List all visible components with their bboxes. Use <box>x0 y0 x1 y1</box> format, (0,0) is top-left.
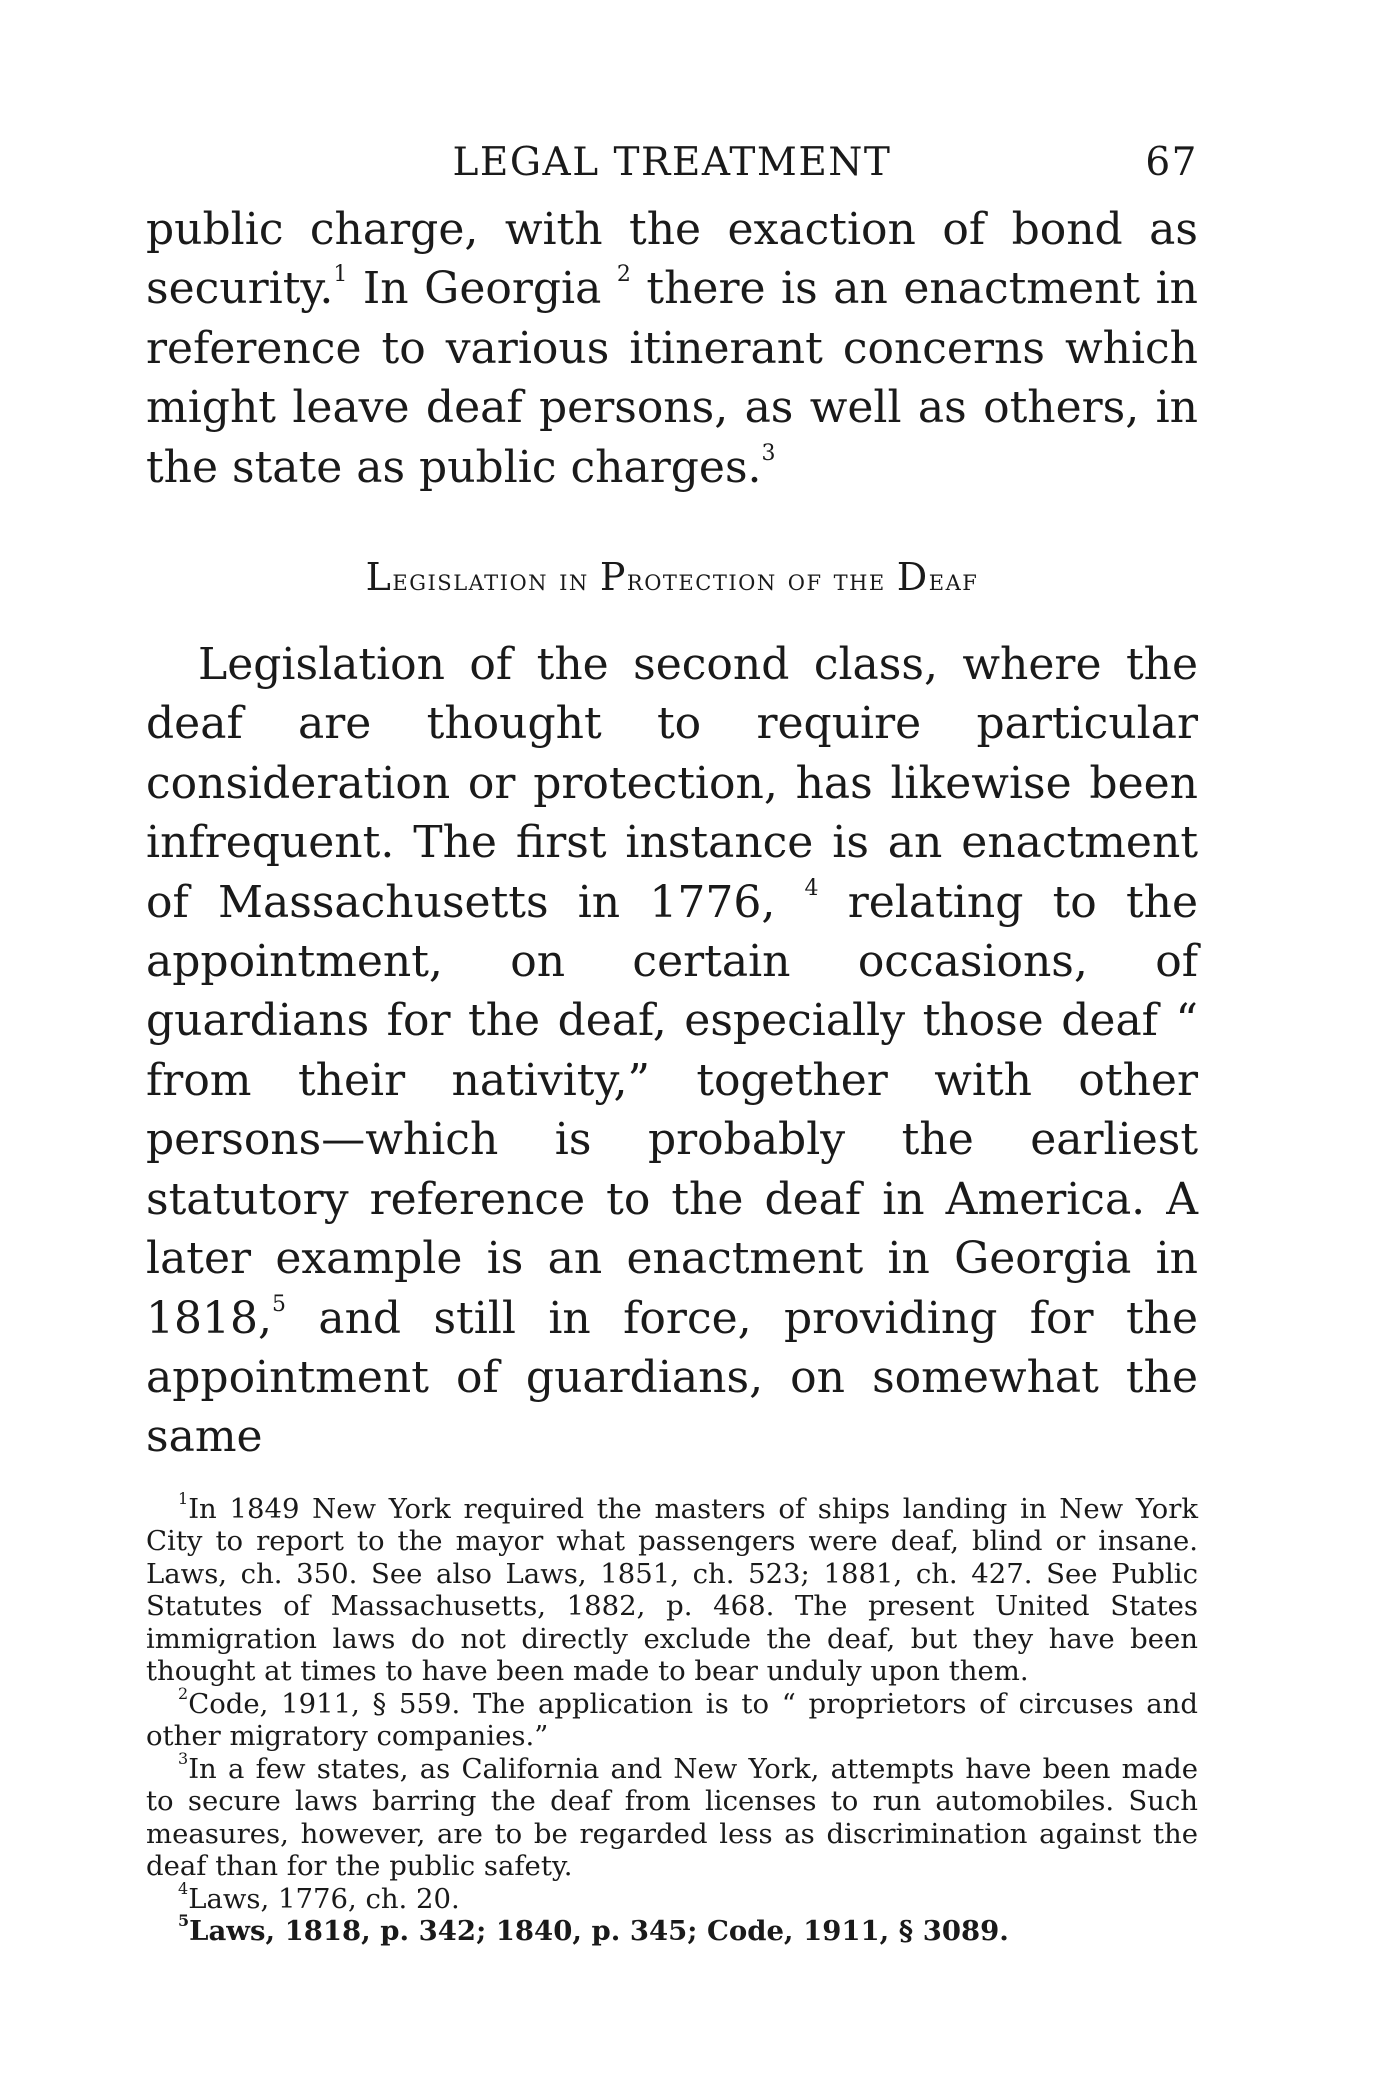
main-text <box>146 635 1198 1467</box>
paragraph <box>146 635 1198 1467</box>
footnote-reference: 1 <box>333 262 348 288</box>
main-text <box>146 200 1198 497</box>
footnote-marker: 3 <box>178 1748 189 1768</box>
footnote-marker: 5 <box>178 1911 190 1931</box>
paragraph-text: public charge, with the exaction of bond as security. <box>146 204 1198 315</box>
footnote-text: Laws, 1776, ch. 20. <box>188 1882 460 1915</box>
footnote-reference: 4 <box>804 875 819 901</box>
page-number: 67 <box>1145 140 1198 185</box>
running-head <box>146 140 1198 196</box>
footnote-text: In a few states, as California and New York, attempts have been made to secure laws barring the deaf from licenses to run automobiles. Such measures, however, are to be regarded less as discrimination against the deaf than for the public safety. <box>146 1752 1198 1883</box>
footnote-reference: 5 <box>271 1291 286 1317</box>
paragraph-continued <box>146 200 1198 497</box>
book-page <box>146 140 1198 1948</box>
footnote-marker: 4 <box>178 1878 189 1898</box>
footnote <box>146 1683 1198 1753</box>
footnote-reference: 3 <box>761 440 776 466</box>
running-head-title: LEGAL TREATMENT <box>452 140 892 185</box>
footnotes <box>146 1488 1198 1948</box>
footnote <box>146 1748 1198 1883</box>
footnote-text: In 1849 New York required the masters of ships landing in New York City to report to the mayor what passengers were deaf, blind or insane. Laws, ch. 350. See also Laws, 1851, ch. 523; 1881, ch. 427. See Public Statutes of Massachusetts, 1882, p. 468. The present United States immigration laws do not directly exclude the deaf, but they have been thought at times to have been made to bear unduly upon them. <box>146 1492 1198 1688</box>
section-heading: Legislation in Protection of the Deaf <box>365 555 979 600</box>
paragraph-text: Legislation of the second class, where the deaf are thought to require particular consideration or protection, has likewise been infrequent. The first instance is an enactment of Massachusetts in 1776, <box>146 639 1198 928</box>
paragraph-text: there is an enactment in reference to various itinerant concerns which might leave deaf persons, as well as others, in the state as public charges. <box>146 263 1198 493</box>
footnote-reference: 2 <box>616 262 631 288</box>
paragraph-text: In Georgia <box>347 263 617 315</box>
footnote-text: Code, 1911, § 559. The application is to “ proprietors of circuses and other migratory companies.” <box>146 1687 1198 1753</box>
footnote <box>146 1911 1198 1948</box>
footnote <box>146 1488 1198 1688</box>
footnote <box>146 1878 1198 1916</box>
paragraph-text: and still in force, providing for the appointment of guardians, on somewhat the same <box>146 1292 1198 1463</box>
footnote-text: Laws, 1818, p. 342; 1840, p. 345; Code, 1911, § 3089. <box>189 1915 1009 1948</box>
footnote-marker: 1 <box>178 1488 189 1508</box>
paragraph-text: relating to the appointment, on certain occasions, of guardians for the deaf, especially those deaf “ from their nativity,” together with other persons—which is probably the earliest statutory reference to the deaf in America. A later example is an enactment in Georgia in 1818, <box>146 876 1199 1344</box>
footnote-marker: 2 <box>178 1683 189 1703</box>
